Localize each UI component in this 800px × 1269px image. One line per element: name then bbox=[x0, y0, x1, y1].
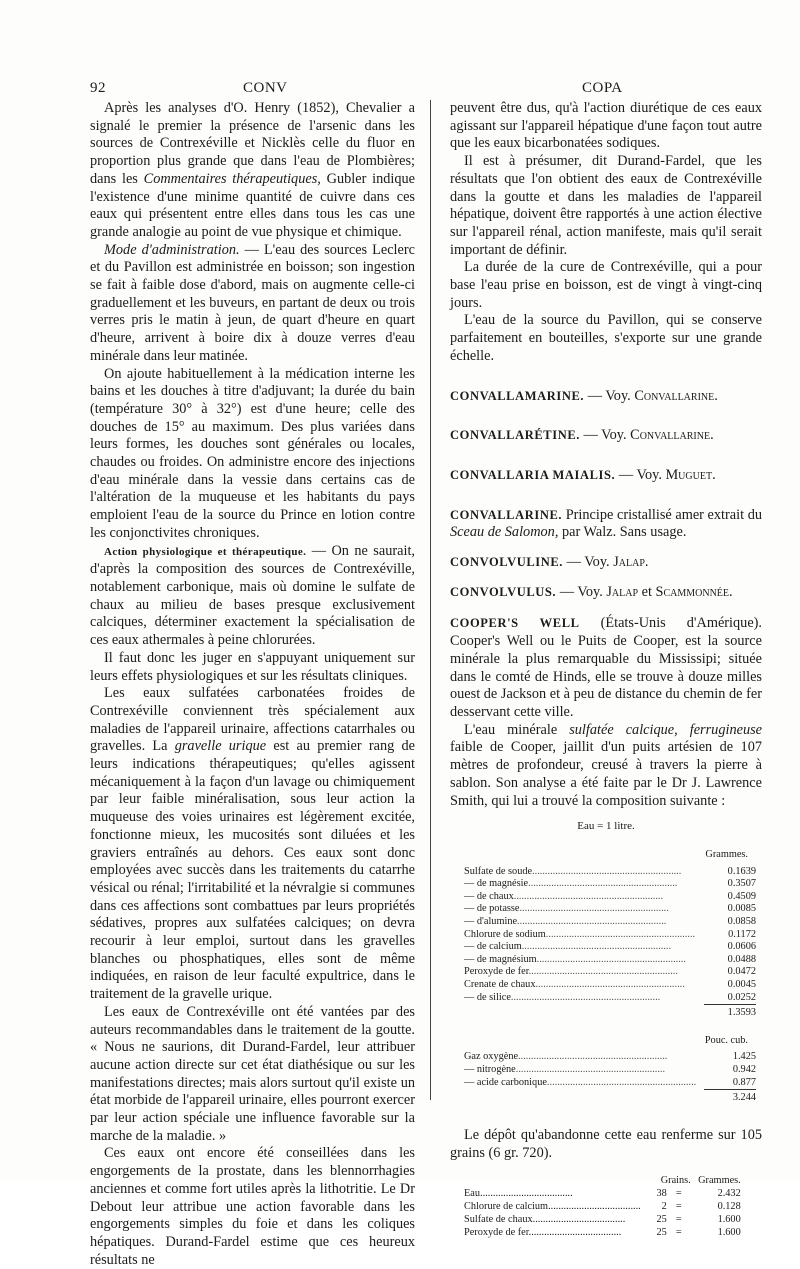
row-label: Chlorure de sodium.......................................................... bbox=[464, 928, 696, 940]
row-label: Chlorure de calcium.................................... bbox=[464, 1201, 641, 1213]
paragraph: Mode d'administration. — L'eau des sources Leclerc et du Pavillon est administrée en boisson; son ingestion se fait à faible dose d'abord, mais on augmente celle-ci graduellement et les buveurs, en partant de deux ou trois verres pris le matin à jeun, de quart d'heure en quart d'heure, arrivent à boire dix à douze verres d'eau minérale dans leur matinée. bbox=[90, 241, 415, 364]
table-row bbox=[464, 992, 756, 1005]
table-unit: Grammes. bbox=[705, 848, 748, 860]
row-label: Peroxyde de fer.......................................................... bbox=[464, 966, 678, 978]
table-row bbox=[464, 866, 756, 879]
row-label: — de silice.......................................................... bbox=[464, 992, 661, 1004]
row-label: — de potasse.......................................................... bbox=[464, 903, 669, 915]
right-column bbox=[450, 100, 762, 1239]
paragraph: Il est à présumer, dit Durand-Fardel, que les résultats que l'on obtient des eaux de Contrexéville dans la goutte et dans les maladies de l'appareil hépatique, doivent être rapportés à une action élective sur l'appareil rénal, action manifeste, mais qu'il serait important de définir. bbox=[450, 153, 762, 258]
table-total: 3.244 bbox=[704, 1090, 756, 1105]
row-label: — d'alumine.......................................................... bbox=[464, 915, 667, 927]
grams-value: 0.128 bbox=[717, 1201, 741, 1213]
table-row bbox=[464, 903, 756, 916]
table-row bbox=[464, 1213, 741, 1226]
row-label: Sulfate de soude.......................................................... bbox=[464, 865, 682, 877]
entry-headword: CONVALLARIA MAIALIS. bbox=[450, 467, 616, 482]
entry-headword: CONVALLAMARINE. bbox=[450, 388, 585, 403]
paragraph: La durée de la cure de Contrexéville, qui a pour base l'eau prise en boisson, est de vingt à vingt-cinq jours. bbox=[450, 259, 762, 311]
dictionary-entry: CONVALLARINE. Principe cristallisé amer extrait du Sceau de Salomon, par Walz. Sans usage. bbox=[450, 506, 762, 541]
dictionary-entry: CONVOLVULUS. — Voy. Jalap et Scammonnée. bbox=[450, 583, 733, 600]
row-value: 0.0606 bbox=[727, 941, 756, 953]
paragraph: L'eau minérale sulfatée calcique, ferrugineuse faible de Cooper, jaillit d'un puits artésien de 107 mètres de profondeur, creusé à travers la pierre à sablon. Son analyse a été faite par le Dr J. Lawrence Smith, qui lui a trouvé la composition suivante : bbox=[450, 721, 763, 809]
composition-table bbox=[464, 866, 756, 1020]
entry-headword: CONVALLARINE. bbox=[450, 507, 563, 522]
equals-sign: = bbox=[675, 1227, 682, 1239]
table-total-row bbox=[464, 1005, 756, 1020]
row-value: 0.0858 bbox=[727, 915, 756, 927]
entry-headword: CONVOLVULUS. bbox=[450, 584, 557, 599]
paragraph: Il faut donc les juger en s'appuyant uniquement sur leurs effets physiologiques et sur les résultats cliniques. bbox=[90, 649, 415, 684]
grams-value: 2.432 bbox=[717, 1188, 741, 1200]
dictionary-entry: COOPER'S WELL (États-Unis d'Amérique). Cooper's Well ou le Puits de Cooper, est la source minérale la plus remarquable du Mississipi; située dans le comté de Hinds, elle se trouve à douze milles ouest de Jackson et à peu de distance du chemin de fer desservant cette ville. bbox=[450, 615, 762, 720]
table-row bbox=[464, 916, 756, 929]
equals-sign: = bbox=[675, 1188, 682, 1200]
row-label: Peroxyde de fer.................................... bbox=[464, 1227, 622, 1239]
grams-value: 1.600 bbox=[717, 1227, 741, 1239]
paragraph: peuvent être dus, qu'à l'action diurétique de ces eaux agissant sur l'appareil hépatique d'une façon tout autre que les eaux bicarbonatées sodiques. bbox=[450, 100, 762, 152]
table-row bbox=[464, 1064, 756, 1077]
table-row bbox=[464, 891, 756, 904]
running-head-left: CONV bbox=[243, 80, 288, 96]
deposit-table bbox=[464, 1174, 741, 1239]
row-label: — de magnésie.......................................................... bbox=[464, 878, 678, 890]
grains-value: 25 bbox=[656, 1227, 667, 1239]
row-label: — acide carbonique.......................................................... bbox=[464, 1077, 697, 1089]
paragraph: L'eau de la source du Pavillon, qui se conserve parfaitement en bouteilles, s'exporte sur une grande échelle. bbox=[450, 312, 762, 364]
row-value: 0.0045 bbox=[727, 978, 756, 990]
grains-value: 25 bbox=[656, 1214, 667, 1226]
dictionary-entry: CONVOLVULINE. — Voy. Jalap. bbox=[450, 554, 649, 571]
paragraph: Les eaux de Contrexéville ont été vantées par des auteurs recommandables dans le traitement de la goutte. « Nous ne saurions, dit Durand-Fardel, leur attribuer aucune action directe sur cet état diathésique ou sur les manifestations directes; mais alors surtout qu'il existe un état morbide de l'appareil urinaire, elles pourront exercer par leur action spéciale une influence favorable sur la marche de la maladie. » bbox=[90, 1003, 415, 1144]
paragraph: Ces eaux ont encore été conseillées dans les engorgements de la prostate, dans les blennorrhagies anciennes et comme fort utiles après la lithotritie. Le Dr Debout leur attribue une action favorable dans les engorgements simples du foie et dans les coliques hépatiques. Durand-Fardel estime que ces heureux résultats ne bbox=[90, 1145, 415, 1268]
table-row bbox=[464, 1077, 756, 1090]
row-label: Sulfate de chaux.................................... bbox=[464, 1214, 626, 1226]
gas-table bbox=[464, 1051, 756, 1104]
row-label: — nitrogène.......................................................... bbox=[464, 1064, 666, 1076]
row-value: 0.0252 bbox=[727, 991, 756, 1003]
table-title: Eau = 1 litre. bbox=[577, 820, 635, 833]
table-row bbox=[464, 1200, 741, 1213]
table-row bbox=[464, 966, 756, 979]
page-number: 92 bbox=[90, 80, 106, 96]
row-value: 0.4509 bbox=[727, 890, 756, 902]
paragraph: On ajoute habituellement à la médication interne les bains et les douches à titre d'adjuvant; la durée du bain (température 30° à 32°) est d'une heure; celle des douches de 15° au maximum. Des plus variées dans leurs formes, les douches sont générales ou locales, chaudes ou froides. On administre encore des injections d'eau minérale dans la vessie dans certains cas de l'altération de la muqueuse et les habitants du pays emploient l'eau de la source du Prince en lotion contre les conjonctivites chroniques. bbox=[90, 365, 415, 541]
row-value: 0.0488 bbox=[727, 953, 756, 965]
gas-unit: Pouc. cub. bbox=[704, 1034, 748, 1046]
table-row bbox=[464, 941, 756, 954]
table-total-row bbox=[464, 1090, 756, 1105]
table-total: 1.3593 bbox=[704, 1005, 756, 1020]
dictionary-entry: CONVALLARIA MAIALIS. — Voy. Muguet. bbox=[450, 466, 716, 483]
row-label: — de calcium.......................................................... bbox=[464, 941, 672, 953]
table-row bbox=[464, 929, 756, 942]
grams-value: 1.600 bbox=[717, 1214, 741, 1226]
row-value: 0.0472 bbox=[727, 966, 756, 978]
equals-sign: = bbox=[675, 1201, 682, 1213]
entry-headword: CONVOLVULINE. bbox=[450, 555, 564, 570]
row-value: 0.942 bbox=[732, 1064, 756, 1076]
equals-sign: = bbox=[675, 1214, 682, 1226]
table-row bbox=[464, 1051, 756, 1064]
entry-headword: COOPER'S WELL bbox=[450, 616, 580, 631]
grains-value: 2 bbox=[661, 1201, 667, 1213]
row-value: 0.1172 bbox=[728, 928, 756, 940]
row-value: 0.3507 bbox=[727, 878, 756, 890]
row-value: 1.425 bbox=[732, 1051, 756, 1063]
row-label: — de magnésium.......................................................... bbox=[464, 953, 686, 965]
table-row bbox=[464, 1226, 741, 1239]
column-header: Grammes. bbox=[698, 1175, 741, 1187]
paragraph: Les eaux sulfatées carbonatées froides de Contrexéville conviennent très spécialement aux maladies de l'appareil urinaire, affections catarrhales ou gravelles. La gravelle urique est au premier rang de leurs indications thérapeutiques; qu'elles agissent mécaniquement à la façon d'un lavage ou chimiquement par leur faible minéralisation, sous leur action la muqueuse des voies urinaires est légèrement excitée, fonctionne mieux, les mucosités sont diluées et les graviers entraînés au dehors. Ces eaux sont donc employées avec succès dans les traitements du catarrhe vésical ou rénal; l'irritabilité et la névralgie si communes dans ces affections sont combattues par leurs propriétés sédatives, propres aux sulfatées calciques; on devra recourir à leur emploi, surtout dans les gravelles blanches ou phosphatiques, elles sont de même indiquées, en raison de leur faculté expultrice, dans le traitement de la gravelle urique. bbox=[90, 685, 415, 1003]
dictionary-entry: CONVALLAMARINE. — Voy. Convallarine. bbox=[450, 387, 718, 404]
grains-value: 38 bbox=[656, 1188, 667, 1200]
entry-headword: CONVALLARÉTINE. bbox=[450, 428, 580, 443]
column-header: Grains. bbox=[660, 1175, 691, 1187]
row-label: Crenate de chaux.......................................................... bbox=[464, 978, 685, 990]
table-row bbox=[464, 979, 756, 992]
row-value: 0.877 bbox=[732, 1076, 756, 1088]
row-label: Eau.................................... bbox=[464, 1188, 573, 1200]
table-row bbox=[464, 954, 756, 967]
running-head-right: COPA bbox=[582, 80, 623, 96]
dictionary-entry: CONVALLARÉTINE. — Voy. Convallarine. bbox=[450, 427, 714, 444]
paragraph: Le dépôt qu'abandonne cette eau renferme sur 105 grains (6 gr. 720). bbox=[450, 1126, 762, 1161]
row-value: 0.0085 bbox=[727, 903, 756, 915]
row-label: — de chaux.......................................................... bbox=[464, 890, 664, 902]
paragraph: Après les analyses d'O. Henry (1852), Chevalier a signalé le premier la présence de l'arsenic dans les sources de Contrexéville et Nicklès celle du fluor en proportion plus grande que dans l'eau de Plombières; dans les Commentaires thérapeutiques, Gubler indique l'existence d'une minime quantité de cuivre dans ces eaux qui présentent entre elles dans tous les cas une grande analogie au point de vue physique et chimique. bbox=[90, 100, 415, 240]
row-value: 0.1639 bbox=[727, 865, 756, 877]
row-label: Gaz oxygène.......................................................... bbox=[464, 1051, 668, 1063]
table-row bbox=[464, 878, 756, 891]
paragraph: Action physiologique et thérapeutique. — On ne saurait, d'après la composition des sources de Contrexéville, notablement carbonique, mais où domine le sulfate de chaux au milieu de bases presque exclusivement calciques, déterminer exactement la spécialisation de ces eaux athermales à peine chlorurées. bbox=[90, 542, 415, 649]
section-heading: Action physiologique et thérapeutique. bbox=[104, 545, 307, 558]
column-divider bbox=[430, 100, 431, 1100]
table-row bbox=[464, 1187, 741, 1200]
left-column bbox=[90, 100, 415, 1269]
